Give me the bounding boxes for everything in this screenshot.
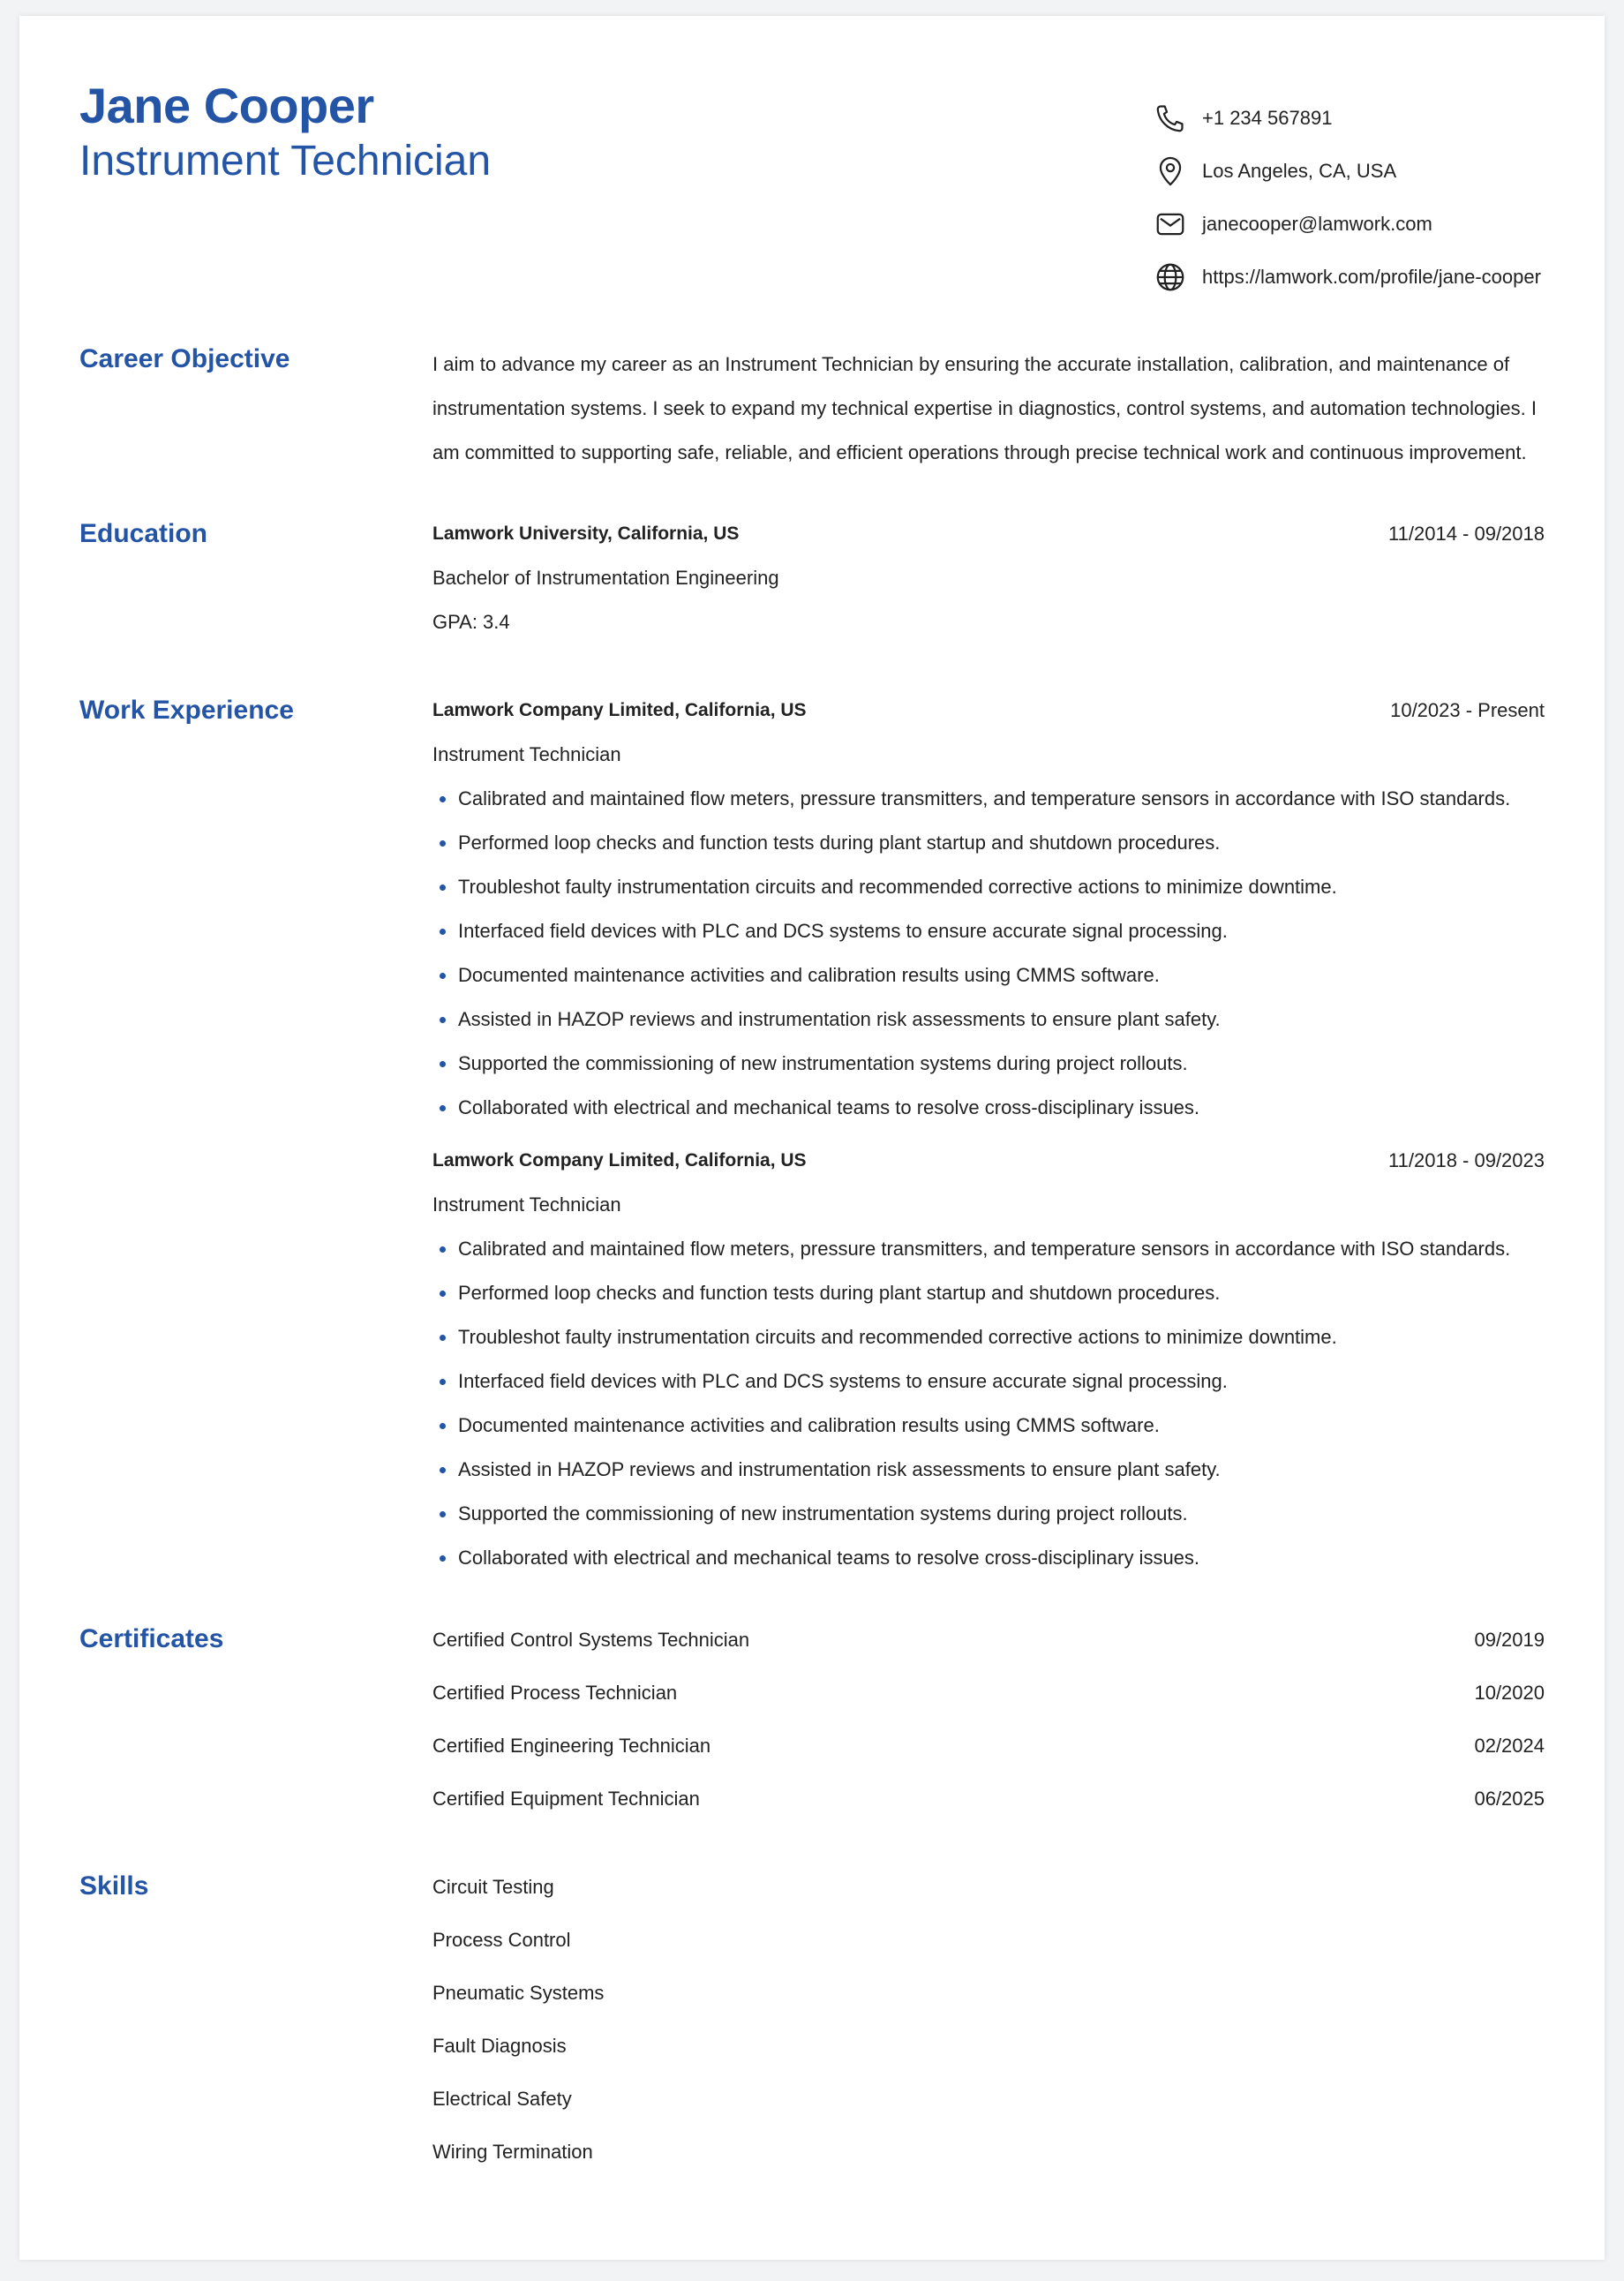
contact-website[interactable] — [1153, 251, 1559, 304]
list-item — [432, 997, 1545, 1042]
gpa: GPA: 3.4 — [432, 611, 510, 633]
certificate-date: 09/2019 — [1474, 1629, 1545, 1651]
education-body — [432, 512, 1545, 644]
bullet-icon — [440, 1511, 446, 1517]
contact-phone — [1153, 92, 1559, 145]
job-position: Instrument Technician — [432, 743, 621, 765]
list-item-text: Documented maintenance activities and calibration results using CMMS software. — [458, 964, 1160, 986]
bullet-icon — [440, 973, 446, 979]
certificate-date: 02/2024 — [1474, 1735, 1545, 1757]
candidate-name: Jane Cooper — [79, 78, 374, 133]
bullet-icon — [440, 1246, 446, 1253]
bullet-icon — [440, 1061, 446, 1067]
bullet-icon — [440, 796, 446, 802]
email-icon — [1153, 207, 1188, 242]
school-name: Lamwork University, California, US — [432, 523, 740, 544]
section-heading: Career Objective — [79, 344, 290, 373]
list-item — [432, 1448, 1545, 1492]
certificate-row — [432, 1720, 1545, 1773]
contact-list — [1153, 92, 1559, 304]
work-body — [432, 689, 1545, 1580]
certificate-name: Certified Equipment Technician — [432, 1788, 700, 1810]
skill-item: Process Control — [432, 1929, 571, 1951]
bullet-icon — [440, 1291, 446, 1297]
section-heading: Work Experience — [79, 696, 294, 725]
job-entry-head — [432, 1139, 1545, 1183]
resume-page — [19, 16, 1605, 2260]
contact-email-text[interactable]: janecooper@lamwork.com — [1202, 213, 1432, 235]
section-heading: Certificates — [79, 1624, 224, 1653]
list-item-text: Calibrated and maintained flow meters, pressure transmitters, and temperature sensors in accordance with ISO standards. — [458, 1238, 1511, 1260]
job-entry-head — [432, 689, 1545, 733]
bullet-icon — [440, 1017, 446, 1023]
skills-list — [432, 1861, 1545, 2179]
skill-item: Wiring Termination — [432, 2141, 593, 2163]
bullet-icon — [440, 1105, 446, 1111]
list-item-text: Troubleshot faulty instrumentation circuits and recommended corrective actions to minimize downtime. — [458, 876, 1337, 898]
bullet-icon — [440, 1467, 446, 1473]
skill-item: Pneumatic Systems — [432, 1982, 605, 2004]
contact-website-link[interactable]: https://lamwork.com/profile/jane-cooper — [1202, 266, 1541, 288]
job-responsibilities — [432, 1227, 1545, 1580]
list-item-text: Troubleshot faulty instrumentation circuits and recommended corrective actions to minimize downtime. — [458, 1326, 1337, 1348]
list-item-text: Calibrated and maintained flow meters, pressure transmitters, and temperature sensors in accordance with ISO standards. — [458, 787, 1511, 809]
skill-item: Circuit Testing — [432, 1876, 554, 1898]
job-entry — [432, 1139, 1545, 1580]
location-pin-icon — [1153, 154, 1188, 189]
section-heading: Skills — [79, 1871, 149, 1901]
contact-phone-text: +1 234 567891 — [1202, 107, 1333, 129]
list-item-text: Collaborated with electrical and mechanical teams to resolve cross-disciplinary issues. — [458, 1096, 1200, 1118]
candidate-title: Instrument Technician — [79, 138, 492, 184]
certificates-list — [432, 1614, 1545, 1826]
resume-header — [79, 78, 491, 189]
company-name: Lamwork Company Limited, California, US — [432, 700, 807, 720]
bullet-icon — [440, 929, 446, 935]
certificate-row — [432, 1667, 1545, 1720]
job-dates: 10/2023 - Present — [1390, 699, 1545, 721]
list-item — [432, 777, 1545, 821]
bullet-icon — [440, 1423, 446, 1429]
education-dates: 11/2014 - 09/2018 — [1388, 523, 1545, 545]
certificate-name: Certified Process Technician — [432, 1682, 678, 1704]
list-item — [432, 865, 1545, 909]
certificate-name: Certified Engineering Technician — [432, 1735, 711, 1757]
job-dates: 11/2018 - 09/2023 — [1388, 1149, 1545, 1171]
job-responsibilities — [432, 777, 1545, 1130]
list-item-text: Assisted in HAZOP reviews and instrumentation risk assessments to ensure plant safety. — [458, 1008, 1221, 1030]
list-item — [432, 821, 1545, 865]
contact-location — [1153, 145, 1559, 198]
list-item — [432, 1086, 1545, 1130]
list-item — [432, 1271, 1545, 1315]
degree: Bachelor of Instrumentation Engineering — [432, 567, 779, 589]
skill-item: Fault Diagnosis — [432, 2035, 567, 2057]
list-item-text: Documented maintenance activities and calibration results using CMMS software. — [458, 1414, 1160, 1436]
list-item-text: Assisted in HAZOP reviews and instrumentation risk assessments to ensure plant safety. — [458, 1458, 1221, 1480]
list-item — [432, 1359, 1545, 1404]
skill-item: Electrical Safety — [432, 2088, 572, 2110]
education-entry-head — [432, 512, 1545, 556]
list-item — [432, 1536, 1545, 1580]
list-item-text: Interfaced field devices with PLC and DCS systems to ensure accurate signal processing. — [458, 920, 1228, 942]
contact-location-text: Los Angeles, CA, USA — [1202, 160, 1397, 182]
certificate-row — [432, 1773, 1545, 1826]
job-entry — [432, 689, 1545, 1130]
list-item-text: Performed loop checks and function tests during plant startup and shutdown procedures. — [458, 1282, 1221, 1304]
list-item — [432, 1042, 1545, 1086]
list-item — [432, 1492, 1545, 1536]
bullet-icon — [440, 1555, 446, 1562]
bullet-icon — [440, 840, 446, 847]
list-item — [432, 1404, 1545, 1448]
objective-text: I aim to advance my career as an Instrument Technician by ensuring the accurate installation, calibration, and maintenance of instrumentation systems. I seek to expand my technical expertise in diagnostics, control systems, and automation technologies. I am committed to supporting safe, reliable, and efficient operations through precise technical work and continuous improvement. — [432, 353, 1537, 463]
company-name: Lamwork Company Limited, California, US — [432, 1150, 807, 1171]
list-item — [432, 1315, 1545, 1359]
bullet-icon — [440, 885, 446, 891]
contact-email[interactable] — [1153, 198, 1559, 251]
list-item-text: Supported the commissioning of new instrumentation systems during project rollouts. — [458, 1502, 1188, 1524]
list-item-text: Collaborated with electrical and mechanical teams to resolve cross-disciplinary issues. — [458, 1547, 1200, 1569]
globe-icon — [1153, 260, 1188, 295]
list-item-text: Supported the commissioning of new instrumentation systems during project rollouts. — [458, 1052, 1188, 1074]
phone-icon — [1153, 101, 1188, 136]
certificate-date: 06/2025 — [1474, 1788, 1545, 1810]
certificate-row — [432, 1614, 1545, 1667]
section-heading: Education — [79, 519, 208, 548]
list-item — [432, 909, 1545, 953]
certificate-name: Certified Control Systems Technician — [432, 1629, 750, 1651]
list-item-text: Performed loop checks and function tests during plant startup and shutdown procedures. — [458, 832, 1221, 854]
bullet-icon — [440, 1379, 446, 1385]
job-position: Instrument Technician — [432, 1193, 621, 1216]
list-item — [432, 953, 1545, 997]
list-item-text: Interfaced field devices with PLC and DCS systems to ensure accurate signal processing. — [458, 1370, 1228, 1392]
certificate-date: 10/2020 — [1474, 1682, 1545, 1704]
list-item — [432, 1227, 1545, 1271]
bullet-icon — [440, 1335, 446, 1341]
